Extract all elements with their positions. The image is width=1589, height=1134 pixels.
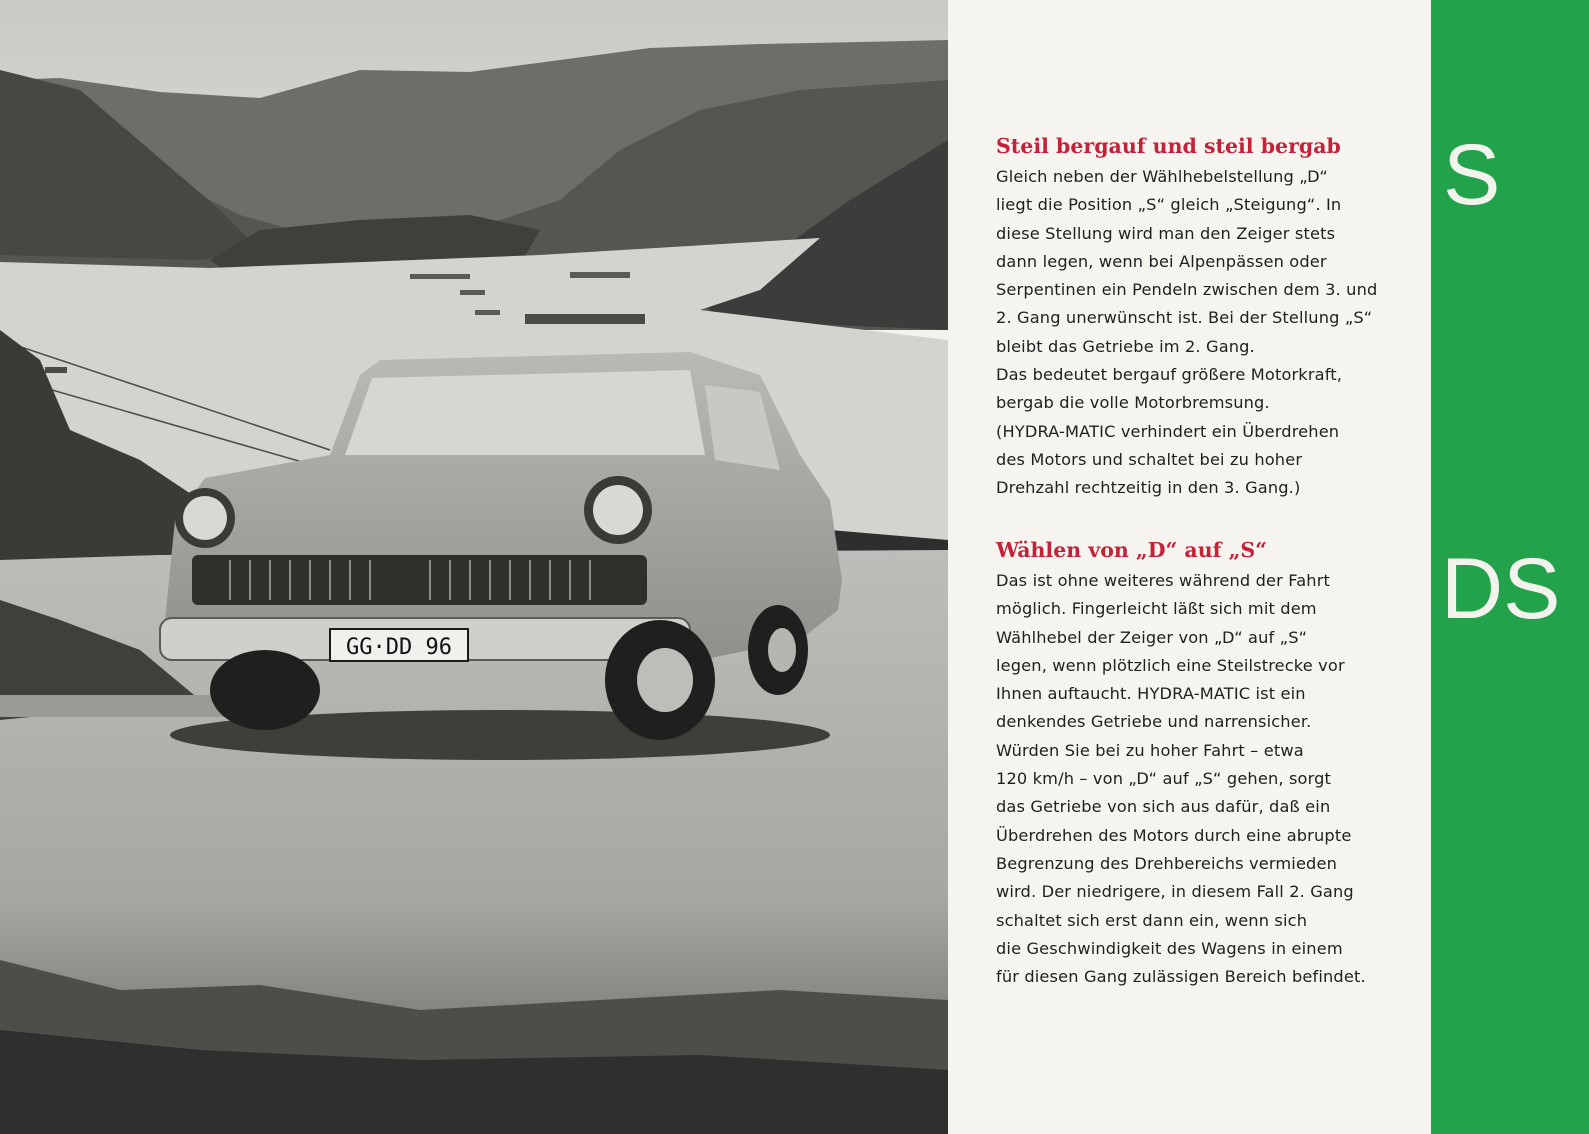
- license-plate: GG·DD 96: [346, 635, 452, 660]
- mode-label-ds: DS: [1441, 541, 1561, 637]
- body-line: für diesen Gang zulässigen Bereich befindet.: [996, 967, 1366, 987]
- body-line: schaltet sich erst dann ein, wenn sich: [996, 910, 1308, 930]
- body-line: legen, wenn plötzlich eine Steilstrecke vor: [996, 655, 1345, 675]
- body-line: Gleich neben der Wählhebelstellung „D“: [996, 167, 1328, 186]
- body-line: wird. Der niedrigere, in diesem Fall 2. Gang: [996, 882, 1354, 902]
- body-line: das Getriebe von sich aus dafür, daß ein: [996, 797, 1331, 817]
- body-line: Drehzahl rechtzeitig in den 3. Gang.): [996, 478, 1301, 498]
- body-line: Das ist ohne weiteres während der Fahrt: [996, 571, 1331, 590]
- body-line: denkendes Getriebe und narrensicher.: [996, 712, 1312, 732]
- text-column: [948, 0, 1431, 1134]
- body-line: 120 km/h – von „D“ auf „S“ gehen, sorgt: [996, 769, 1332, 789]
- body-line: Überdrehen des Motors durch eine abrupte: [996, 825, 1352, 845]
- body-line: möglich. Fingerleicht läßt sich mit dem: [996, 599, 1317, 619]
- body-line: bergab die volle Motorbremsung.: [996, 393, 1270, 413]
- body-line: Serpentinen ein Pendeln zwischen dem 3. und: [996, 280, 1378, 300]
- section-steep-hills: [996, 131, 1416, 503]
- body-line: (HYDRA-MATIC verhindert ein Überdrehen: [996, 421, 1340, 441]
- body-line: diese Stellung wird man den Zeiger stets: [996, 223, 1336, 243]
- body-line: liegt die Position „S“ gleich „Steigung“. In: [996, 195, 1342, 215]
- body-line: dann legen, wenn bei Alpenpässen oder: [996, 251, 1327, 271]
- body-line: Das bedeutet bergauf größere Motorkraft,: [996, 365, 1343, 385]
- body-line: die Geschwindigkeit des Wagens in einem: [996, 938, 1343, 958]
- mode-label-s: S: [1443, 127, 1501, 223]
- body-line: Begrenzung des Drehbereichs vermieden: [996, 853, 1337, 873]
- body-line: 2. Gang unerwünscht ist. Bei der Stellung „S“: [996, 308, 1373, 328]
- section-heading: Steil bergauf und steil bergab: [996, 134, 1341, 158]
- section-heading: Wählen von „D“ auf „S“: [996, 538, 1267, 562]
- body-line: des Motors und schaltet bei zu hoher: [996, 449, 1303, 469]
- body-line: Würden Sie bei zu hoher Fahrt – etwa: [996, 740, 1304, 760]
- body-line: Wählhebel der Zeiger von „D“ auf „S“: [996, 627, 1308, 647]
- body-line: bleibt das Getriebe im 2. Gang.: [996, 336, 1255, 356]
- body-line: Ihnen auftaucht. HYDRA-MATIC ist ein: [996, 684, 1306, 704]
- section-select-d-to-s: [996, 535, 1416, 991]
